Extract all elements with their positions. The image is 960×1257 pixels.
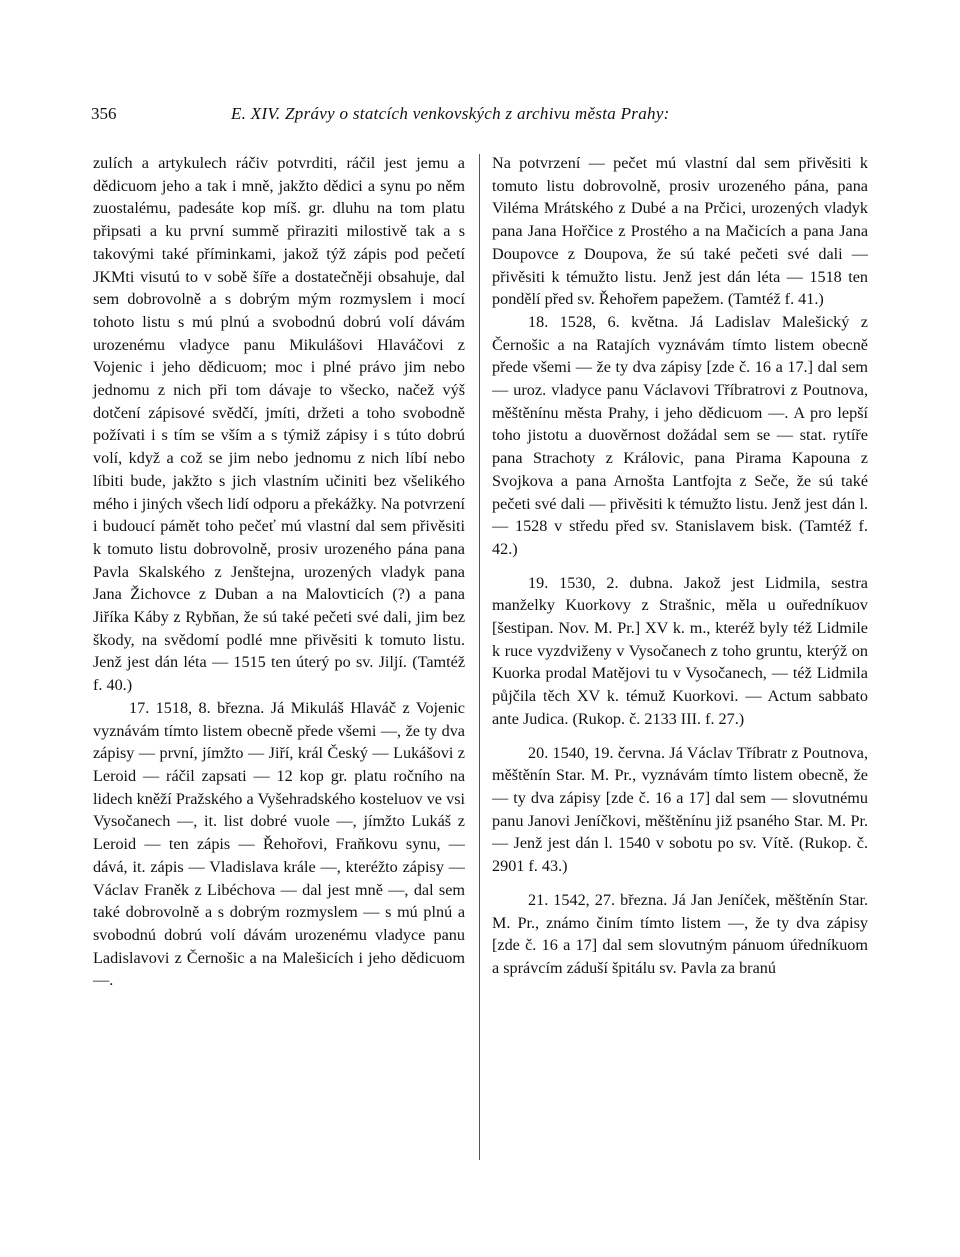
running-title: E. XIV. Zprávy o statcích venkovských z archivu města Prahy: xyxy=(231,104,670,123)
page-number: 356 xyxy=(91,104,117,123)
paragraph-entry-18: 18. 1528, 6. května. Já Ladislav Malešický z Černošic a na Ratajích vyznávám tímto listem obecně přede všemi — že ty dva zápisy [zde č. 16 a 17.] dal sem — uroz. vladyce panu Václavovi Tříbratrovi z Poutnova, měštěnínu města Prahy, i jeho dědicuom —. A pro lepší toho jistotu a duověrnost dožádal sem se — stat. rytíře pana Strachoty z Královic, pana Pirama Kapouna z Svojkova a pana Arnošta Lantfojta z Seče, že sú také pečeti své dali — přivěsiti k témužto listu. Jenž jest dán l. — 1528 v středu před sv. Stanislavem bisk. (Tamtéž f. 42.) xyxy=(492,312,868,558)
paragraph-entry-17: 17. 1518, 8. března. Já Mikuláš Hlaváč z Vojenic vyznávám tímto listem obecně přede všemi —, že ty dva zápisy — první, jímžto — Jiří, král Český — Lukášovi z Leroid — ráčil zapsati — 12 kop gr. platu ročního na lidech kněží Pražského a Vyšehradského kosteluov ve vsi Vysočanech —, it. list dobré vuole —, jímžto Lukáš z Leroid — ten zápis — Řehořovi, Fraňkovu synu, — dává, it. zápis — Vladislava krále —, kteréžto zápisy — Václav Franěk z Libéchova — dal jest mně —, dal sem také dobrovolně a s dobrým rozmyslem — s mú plnú a svobodnú dobrú volí dávám urozenému vladyce panu Ladislavovi z Černošic a na Malešicích i jeho dědicuom —. xyxy=(93,698,465,990)
paragraph-continuation: zulích a artykulech ráčiv potvrditi, ráčil jest jemu a dědicuom jeho a tak i mně, jakžto dědici a synu po něm zuostalému, padesáte kop míš. gr. dluhu na tom platu připsati a ku první summě přiraziti milostivě tak a s takovými také příminkami, jakož týž zápis pod pečetí JKMti visutú to v sobě šíře a dostatečněji obsahuje, dal sem dobrovolně a s dobrým mým rozmyslem i mocí tohoto listu s mú plnú a svobodnú dobrú volí dávám urozenému vladyce panu Mikulášovi Hlaváčovi z Vojenic i jeho dědicuom; moc i plné právo jim nebo jednomu z nich při tom dávaje to všecko, načež výš dotčení zápisové svědčí, jmíti, držeti a toho svobodně požívati i s tím se vším a s týmiž zápisy i s túto dobrú volí, když a což se jim nebo jednomu z nich líbí nebo líbiti bude, jakžto s jich vlastním učiniti bez všelikého mého i jiných všech lidí odporu a překážky. Na potvrzení i budoucí pámět toho pečeť mú vlastní dal sem přivěsiti k tomuto listu dobrovolně, prosiv urozeného pána pana Pavla Skalského z Jenštejna, urozených vladyk pana Jana Žichovce z Duban a na Malovticích (?) a pana Jiříka Káby z Rybňan, že sú také pečeti své dali, jim bez škody, na svědomí podlé mne přivěsiti k tomuto listu. Jenž jest dán léta — 1515 ten úterý po sv. Jiljí. (Tamtéž f. 40.) xyxy=(93,154,465,695)
right-column xyxy=(492,152,868,980)
paragraph-continuation-right: Na potvrzení — pečet mú vlastní dal sem přivěsiti k tomuto listu dobrovolně, prosiv urozeného pána, pana Viléma Mrátského z Dubé a na Prčici, urozených vladyk pana Jana Hořčice z Prostého a na Mačicích a pana Jana Doupovce z Doupova, že sú také pečeti své dali — přivěsiti k témužto listu. Jenž jest dán léta — 1518 ten pondělí před sv. Řehořem papežem. (Tamtéž f. 41.) xyxy=(492,154,868,309)
paragraph-entry-19: 19. 1530, 2. dubna. Jakož jest Lidmila, sestra manželky Kuorkovy z Strašnic, měla u ouředníkuov [šestipan. Nov. M. Pr.] XV k. m., kteréž byly též Lidmile k ruce vyzdviženy v Vysočanech z toho gruntu, kterýž on Kuorka prodal Matějovi tu v Vysočanech, — též Lidmila půjčila těch XV k. témuž Kuorkovi. — Actum sabbato ante Judica. (Rukop. č. 2133 III. f. 27.) xyxy=(492,573,868,728)
paragraph-entry-21: 21. 1542, 27. března. Já Jan Jeníček, měštěnín Star. M. Pr., známo činím tímto listem —, že ty dva zápisy [zde č. 16 a 17] dal sem slovutným pánuom úředníkuom a správcím záduší špitálu sv. Pavla za branú xyxy=(492,890,868,977)
paragraph-entry-20: 20. 1540, 19. června. Já Václav Tříbratr z Poutnova, měštěnín Star. M. Pr., vyznávám tímto listem obecně, že — ty dva zápisy [zde č. 16 a 17] dal sem — slovutnému panu Janovi Jeníčkovi, měštěnínu již psaného Star. M. Pr. — Jenž jest dán l. 1540 v sobotu po sv. Vítě. (Rukop. č. 2901 f. 43.) xyxy=(492,743,868,876)
page-header xyxy=(91,104,871,128)
column-divider xyxy=(479,154,480,1160)
left-column xyxy=(93,152,465,992)
